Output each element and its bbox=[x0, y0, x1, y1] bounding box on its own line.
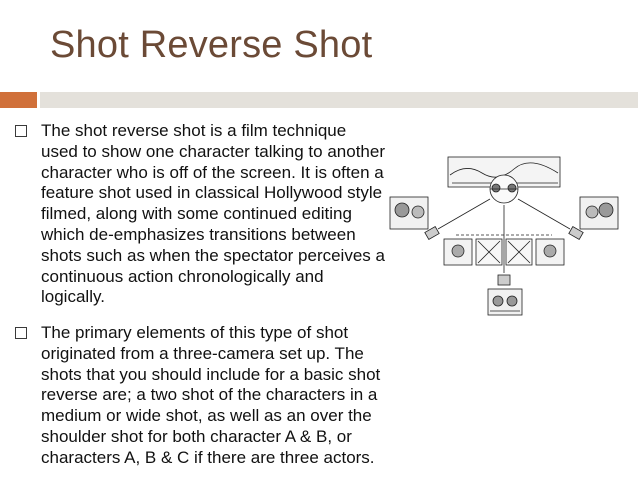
square-bullet-icon bbox=[15, 327, 27, 339]
slide-title: Shot Reverse Shot bbox=[50, 24, 373, 66]
accent-bar bbox=[0, 92, 37, 108]
shot-reverse-shot-diagram bbox=[386, 155, 622, 316]
bullet-text: The primary elements of this type of shot originated from a three-camera set up. The shots that you should include for a basic shot reverse are; a two shot of the characters in a medium or wide shot, as well as an over the shoulder shot for both character A & B, or characters A, B & C if there are three actors. bbox=[41, 323, 381, 467]
square-bullet-icon bbox=[15, 125, 27, 137]
title-rule-bar bbox=[40, 92, 638, 108]
bullet-text: The shot reverse shot is a film technique used to show one character talking to another character who is off of the screen. It is often a feature shot used in classical Hollywood style filmed, along with some continued editing which de-emphasizes transitions between shots such as when the spectator perceives a continuous action chronologically and logically. bbox=[41, 121, 385, 307]
